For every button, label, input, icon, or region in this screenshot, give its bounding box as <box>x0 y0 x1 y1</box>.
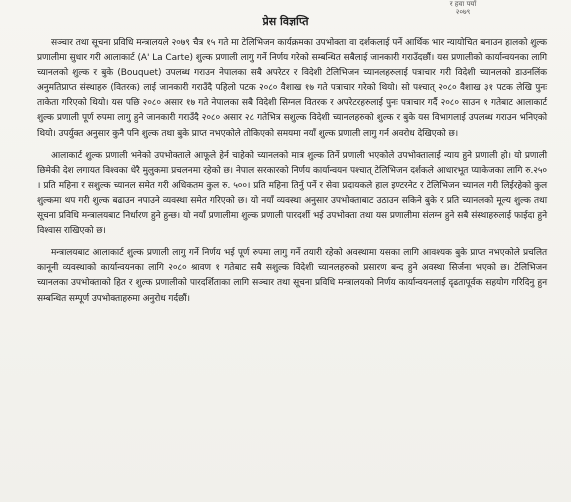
paragraph-3: मन्त्रालयबाट आलाकार्ट शुल्क प्रणाली लागु गर्ने निर्णय भई पूर्ण रुपमा लागु गर्ने तयारी रहेको अवस्थामा यसका लागि आवश्यक बुके प्राप्त नभएकोले प्रचलित कानूनी व्यवस्थाको कार्यान्वयनका लागि २०८० श्रावण १ गतेबाट सबै सशुल्क विदेशी च्यानलहरुको प्रसारण बन्द हुने अवस्था सिर्जना भएको छ। टेलिभिजन च्यानलका उपभोक्ताको हित र शुल्क प्रणालीको पारदर्शिताका लागि सञ्चार तथा सूचना प्रविधि मन्त्रालयको निर्णय कार्यान्वयनलाई दृढतापूर्वक सहयोग गरिदिनु हुन सम्बन्धित सम्पूर्ण उपभोक्ताहरुमा अनुरोध गर्दछौं। <box>37 248 547 304</box>
letterhead-line-1: र हवा पर्या <box>449 0 477 8</box>
paragraph-1: सञ्चार तथा सूचना प्रविधि मन्त्रालयले २०७९ चैत्र १५ गते मा टेलिभिजन कार्यक्रमका उपभोक्ता वा दर्शकलाई पर्ने आर्थिक भार न्यायोचित बनाउन हालको शुल्क प्रणालीमा सुधार गरी आलाकार्ट (A' La Carte) शुल्क प्रणाली लागु गर्ने निर्णय गरेको सम्बन्धित सबैलाई जानकारी गराउँदछौं। यस प्रणालीको कार्यान्वयनका लागि च्यानलको शुल्क र बुके (Bouquet) उपलब्ध गराउन नेपालका सबै अपरेटर र विदेशी टेलिभिजन च्यानलहरुलाई पत्राचार गरी विदेशी च्यानलको डाउनलिंक अनुमतिप्राप्त संस्थाहरु (वितरक) लाई जानकारी गराउँदै पहिलो पटक २०८० वैशाख १७ गते पत्राचार गरेको थियो। सो पश्चात् २०८० वैशाख ३१ पटक लेखि पुनः ताकेता गरिएको थियो। यस पछि २०८० असार १७ गते नेपालका सबै विदेशी सिग्नल वितरक र अपरेटरहरुलाई पुनः पत्राचार गर्दै २०८० साउन १ गतेबाट आलाकार्ट शुल्क प्रणाली पूर्ण रुपमा लागु हुने जानकारी गराउँदै २०८० असार २८ गतेभित्र सशुल्क विदेशी च्यानलहरुको शुल्क र बुके यस विभागलाई उपलब्ध गराउन भनिएको थियो। उपर्युक्त अनुसार कुनै पनि शुल्क तथा बुके प्राप्त नभएकोले तोकिएको समयमा नयाँ शुल्क प्रणाली लागु गर्न अवरोध देखिएको छ। <box>37 38 547 139</box>
page-title: प्रेस विज्ञप्ति <box>262 15 309 28</box>
letterhead-line-2: २०७९ <box>455 8 471 16</box>
paragraph-2: आलाकार्ट शुल्क प्रणाली भनेको उपभोक्ताले आफूले हेर्न चाहेको च्यानलको मात्र शुल्क तिर्ने प्रणाली भएकोले उपभोक्तालाई न्याय हुने प्रणाली हो। यो प्रणाली छिमेकी देश लगायत विश्वका धेरै मुलुकमा प्रचलनमा रहेको छ। नेपाल सरकारको निर्णय कार्यान्वयन पश्चात् टेलिभिजन दर्शकले आधारभूत प्याकेजका लागि रु.२५० । प्रति महिना र सशुल्क च्यानल समेत गरी अधिकतम कुल रु. ५००। प्रति महिना तिर्नु पर्ने र सेवा प्रदायकले हाल इण्टरनेट र टेलिभिजन च्यानल गरी लिईरहेको कुल शुल्कमा थप गरी शुल्क बढाउन नपाउने व्यवस्था समेत गरिएको छ। यो नयाँ व्यवस्था अनुसार उपभोक्ताबाट उठाउन सकिने बुके र प्रति च्यानलको मूल्य शुल्क तथा सूचना प्रविधि मन्त्रालयबाट निर्धारण हुने हुन्छ। यो नयाँ प्रणालीमा शुल्क प्रणाली पारदर्शी भई उपभोक्ता तथा यस प्रणालीमा संलग्न हुने सबै संस्थाहरुलाई फाईदा हुने विश्वास राखिएको छ। <box>37 150 547 237</box>
press-release-body <box>37 36 547 307</box>
